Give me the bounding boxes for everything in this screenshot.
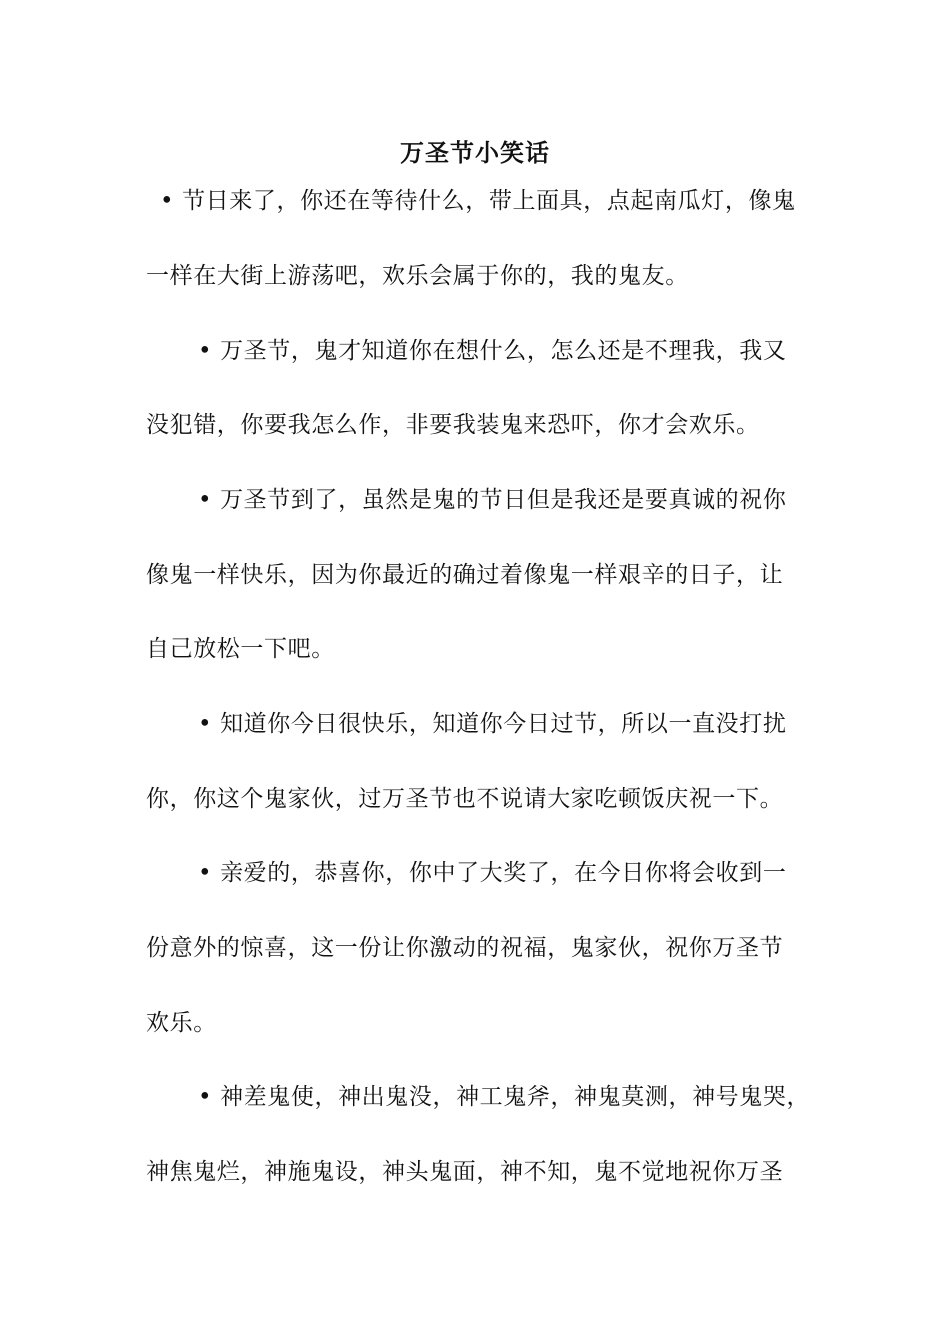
paragraph-line: • 节日来了，你还在等待什么，带上面具，点起南瓜灯，像鬼 bbox=[160, 188, 796, 214]
document-title: 万圣节小笑话 bbox=[400, 138, 550, 167]
paragraph-line: 你，你这个鬼家伙，过万圣节也不说请大家吃顿饭庆祝一下。 bbox=[146, 786, 784, 812]
paragraph-line: • 万圣节，鬼才知道你在想什么，怎么还是不理我，我又 bbox=[198, 338, 787, 364]
paragraph-line: 自己放松一下吧。 bbox=[146, 636, 335, 662]
paragraph-line: • 神差鬼使，神出鬼没，神工鬼斧，神鬼莫测，神号鬼哭， bbox=[198, 1084, 811, 1110]
paragraph-line: 没犯错，你要我怎么作，非要我装鬼来恐吓，你才会欢乐。 bbox=[146, 412, 760, 438]
paragraph-line: 神焦鬼烂，神施鬼设，神头鬼面，神不知，鬼不觉地祝你万圣 bbox=[146, 1159, 784, 1185]
paragraph-line: 像鬼一样快乐，因为你最近的确过着像鬼一样艰辛的日子，让 bbox=[146, 562, 784, 588]
paragraph-line: • 知道你今日很快乐，知道你今日过节，所以一直没打扰 bbox=[198, 711, 787, 737]
paragraph-line: 欢乐。 bbox=[146, 1010, 217, 1036]
paragraph-line: • 亲爱的，恭喜你，你中了大奖了，在今日你将会收到一 bbox=[198, 860, 787, 886]
paragraph-line: 份意外的惊喜，这一份让你激动的祝福，鬼家伙，祝你万圣节 bbox=[146, 935, 784, 961]
paragraph-line: • 万圣节到了，虽然是鬼的节日但是我还是要真诚的祝你 bbox=[198, 487, 787, 513]
paragraph-line: 一样在大街上游荡吧，欢乐会属于你的，我的鬼友。 bbox=[146, 263, 689, 289]
